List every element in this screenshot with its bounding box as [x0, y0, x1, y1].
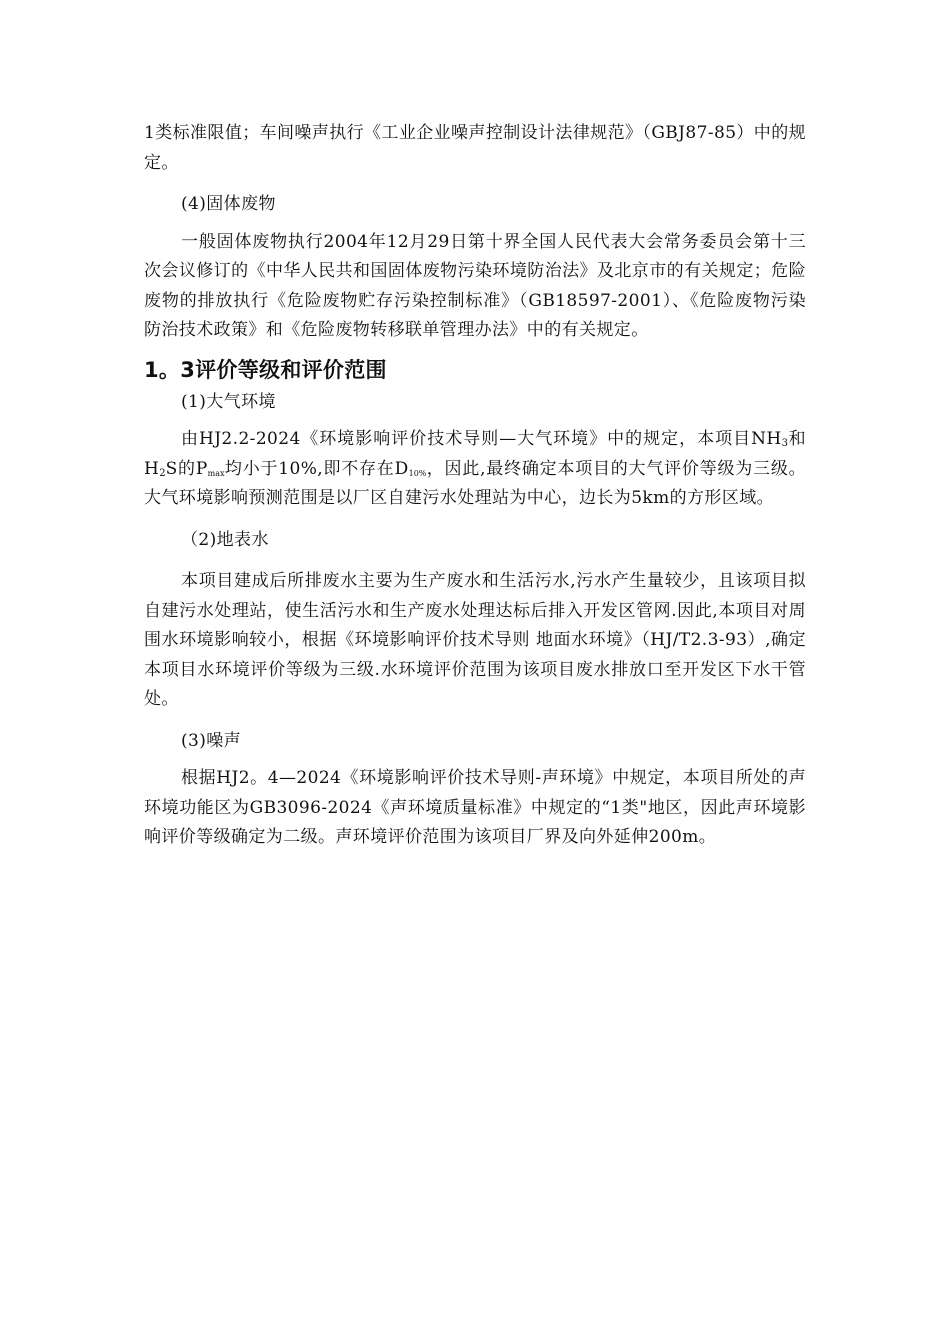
document-page: [144, 119, 806, 853]
air-heading: (1)大气环境: [181, 391, 276, 412]
nh3-subscript: 3: [781, 438, 788, 449]
surface-water-heading: （2)地表水: [181, 529, 269, 550]
air-text-5: ，因此,最终确定本项目的大气评价等级为三级。大气环境影响预测范围是以厂区自建污水处理站为中心，边长为5km的方形区域。: [144, 458, 806, 508]
surface-water-paragraph: 本项目建成后所排废水主要为生产废水和生活污水,污水产生量较少，且该项目拟自建污水处理站，使生活污水和生产废水处理达标后排入开发区管网.因此,本项目对周围水环境影响较小，根据《环境影响评价技术导则 地面水环境》（HJ/T2.3-93）,确定本项目水环境评价等级为三级.水环境评价范围为该项目废水排放口至开发区下水干管处。: [144, 571, 806, 709]
solid-waste-heading: (4)固体废物: [181, 194, 276, 214]
noise-paragraph: 根据HJ2。4—2024《环境影响评价技术导则-声环境》中规定，本项目所处的声环境功能区为GB3096-2024《声环境质量标准》中规定的“1类"地区，因此声环境影响评价等级确定为二级。声环境评价范围为该项目厂界及向外延伸200m。: [144, 768, 806, 847]
air-text-4: 均小于10%,即不存在D: [224, 458, 409, 479]
h2s-subscript: 2: [159, 467, 166, 479]
air-text-3: S的P: [165, 458, 208, 479]
noise-standard-paragraph: 1类标准限值；车间噪声执行《工业企业噪声控制设计法律规范》（GBJ87-85）中的规定。: [144, 123, 807, 173]
noise-heading: (3)噪声: [181, 730, 242, 751]
air-text-2: 和H: [144, 429, 806, 479]
section-title: 1。3评价等级和评价范围: [144, 357, 387, 382]
solid-waste-paragraph: 一般固体废物执行2004年12月29日第十界全国人民代表大会常务委员会第十三次会议修订的《中华人民共和国固体废物污染环境防治法》及北京市的有关规定；危险废物的排放执行《危险废物贮存污染控制标准》（GB18597-2001）、《危险废物污染防治技术政策》和《危险废物转移联单管理办法》中的有关规定。: [144, 231, 806, 340]
air-text-1: 由HJ2.2-2024《环境影响评价技术导则—大气环境》中的规定，本项目NH: [181, 429, 782, 449]
d10-subscript: 10%: [408, 468, 427, 478]
pmax-subscript: max: [207, 468, 225, 478]
air-paragraph: [144, 425, 806, 514]
